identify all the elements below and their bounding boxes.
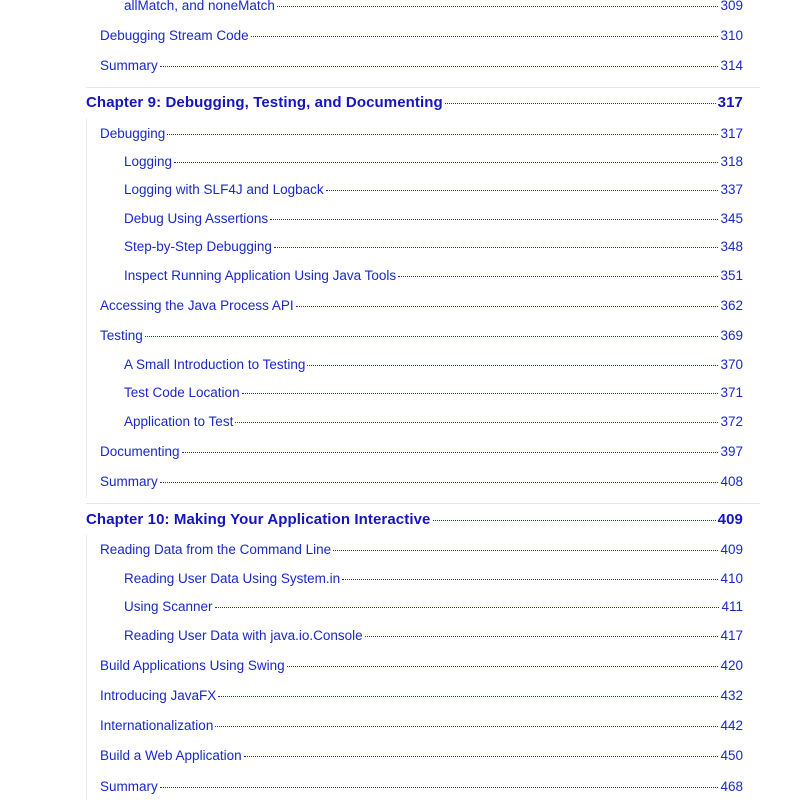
dot-leader bbox=[287, 666, 719, 667]
dot-leader bbox=[235, 422, 718, 423]
toc-entry-title: Debug Using Assertions bbox=[124, 211, 269, 226]
toc-entry-title: Testing bbox=[100, 328, 143, 343]
toc-entry-title: Build a Web Application bbox=[100, 748, 242, 763]
toc-chapter-10[interactable] bbox=[86, 511, 743, 531]
divider bbox=[86, 87, 760, 88]
toc-entry-page: 310 bbox=[720, 28, 743, 43]
toc-entry-title: Step-by-Step Debugging bbox=[124, 239, 272, 254]
toc-entry-reading-data-command-line[interactable] bbox=[100, 542, 743, 562]
toc-entry-page: 410 bbox=[720, 571, 743, 586]
toc-entry-title: Build Applications Using Swing bbox=[100, 658, 285, 673]
toc-entry-title: Summary bbox=[100, 474, 158, 489]
toc-entry-using-scanner[interactable] bbox=[124, 599, 743, 619]
toc-entry-title: Using Scanner bbox=[124, 599, 213, 614]
toc-entry-reading-system-in[interactable] bbox=[124, 571, 743, 591]
toc-entry-title: Internationalization bbox=[100, 718, 214, 733]
toc-entry-page: 317 bbox=[720, 126, 743, 141]
toc-entry-debug-using-assertions[interactable] bbox=[124, 211, 743, 231]
toc-entry-title: Application to Test bbox=[124, 414, 234, 429]
dot-leader bbox=[182, 452, 719, 453]
toc-entry-debugging-stream-code[interactable] bbox=[100, 28, 743, 48]
toc-entry-title: Summary bbox=[100, 779, 158, 794]
toc-entry-logging[interactable] bbox=[124, 154, 743, 174]
dot-leader bbox=[270, 219, 718, 220]
toc-entry-logging-slf4j-logback[interactable] bbox=[124, 182, 743, 202]
toc-entry-page: 442 bbox=[720, 718, 743, 733]
toc-entry-step-by-step-debugging[interactable] bbox=[124, 239, 743, 259]
toc-entry-summary[interactable] bbox=[100, 58, 743, 78]
toc-entry-page: 397 bbox=[720, 444, 743, 459]
toc-entry-page: 362 bbox=[720, 298, 743, 313]
dot-leader bbox=[167, 134, 718, 135]
toc-entry-page: 408 bbox=[720, 474, 743, 489]
dot-leader bbox=[342, 579, 718, 580]
toc-entry-summary[interactable] bbox=[100, 474, 743, 494]
dot-leader bbox=[398, 276, 718, 277]
toc-entry-page: 420 bbox=[720, 658, 743, 673]
toc-entry-page: 345 bbox=[720, 211, 743, 226]
toc-entry-page: 411 bbox=[721, 599, 743, 614]
toc-entry-page: 450 bbox=[720, 748, 743, 763]
dot-leader bbox=[215, 607, 720, 608]
toc-entry-title: allMatch, and noneMatch bbox=[124, 0, 275, 13]
toc-entry-title: Accessing the Java Process API bbox=[100, 298, 294, 313]
dot-leader bbox=[244, 756, 719, 757]
toc-entry-page: 314 bbox=[720, 58, 743, 73]
toc-entry-page: 432 bbox=[720, 688, 743, 703]
dot-leader bbox=[174, 162, 718, 163]
toc-entry-title: Reading Data from the Command Line bbox=[100, 542, 332, 557]
toc-entry-title: Test Code Location bbox=[124, 385, 240, 400]
divider bbox=[86, 503, 760, 504]
toc-entry-intro-to-testing[interactable] bbox=[124, 357, 743, 377]
toc-entry-title: Logging bbox=[124, 154, 173, 169]
toc-entry-title: Logging with SLF4J and Logback bbox=[124, 182, 324, 197]
divider bbox=[86, 535, 87, 800]
toc-entry-title: A Small Introduction to Testing bbox=[124, 357, 306, 372]
toc-entry-documenting[interactable] bbox=[100, 444, 743, 464]
toc-entry-page: 409 bbox=[720, 542, 743, 557]
toc-entry-build-web-application[interactable] bbox=[100, 748, 743, 768]
dot-leader bbox=[326, 190, 719, 191]
toc-chapter-title: Chapter 10: Making Your Application Interactive bbox=[86, 511, 431, 528]
toc-chapter-9[interactable] bbox=[86, 94, 743, 114]
toc-entry-title: Introducing JavaFX bbox=[100, 688, 217, 703]
toc-entry-page: 337 bbox=[720, 182, 743, 197]
toc-entry-page: 369 bbox=[720, 328, 743, 343]
toc-entry-page: 371 bbox=[720, 385, 743, 400]
dot-leader bbox=[145, 336, 719, 337]
toc-entry-summary[interactable] bbox=[100, 779, 743, 799]
toc-entry-internationalization[interactable] bbox=[100, 718, 743, 738]
toc-entry-testing[interactable] bbox=[100, 328, 743, 348]
dot-leader bbox=[160, 787, 719, 788]
toc-chapter-title: Chapter 9: Debugging, Testing, and Documenting bbox=[86, 94, 443, 111]
dot-leader bbox=[274, 247, 719, 248]
dot-leader bbox=[218, 696, 718, 697]
dot-leader bbox=[445, 103, 716, 104]
toc-entry-page: 318 bbox=[720, 154, 743, 169]
dot-leader bbox=[307, 365, 718, 366]
toc-entry-title: Reading User Data Using System.in bbox=[124, 571, 341, 586]
toc-entry-page: 351 bbox=[720, 268, 743, 283]
divider bbox=[86, 118, 87, 498]
dot-leader bbox=[277, 6, 719, 7]
toc-entry-page: 468 bbox=[720, 779, 743, 794]
toc-chapter-page: 409 bbox=[717, 511, 743, 528]
toc-entry-test-code-location[interactable] bbox=[124, 385, 743, 405]
dot-leader bbox=[433, 520, 716, 521]
toc-entry-java-process-api[interactable] bbox=[100, 298, 743, 318]
toc-entry-title: Inspect Running Application Using Java Tools bbox=[124, 268, 397, 283]
toc-entry-title: Debugging Stream Code bbox=[100, 28, 249, 43]
dot-leader bbox=[251, 36, 719, 37]
toc-entry-title: Reading User Data with java.io.Console bbox=[124, 628, 363, 643]
toc-entry-build-swing[interactable] bbox=[100, 658, 743, 678]
toc-entry-page: 417 bbox=[720, 628, 743, 643]
toc-entry-title: Summary bbox=[100, 58, 158, 73]
toc-entry-debugging[interactable] bbox=[100, 126, 743, 146]
toc-entry-page: 309 bbox=[720, 0, 743, 13]
dot-leader bbox=[333, 550, 718, 551]
toc-entry-page: 348 bbox=[720, 239, 743, 254]
toc-entry-application-to-test[interactable] bbox=[124, 414, 743, 434]
dot-leader bbox=[242, 393, 719, 394]
dot-leader bbox=[365, 636, 719, 637]
toc-entry-reading-java-io-console[interactable] bbox=[124, 628, 743, 648]
toc-chapter-page: 317 bbox=[717, 94, 743, 111]
toc-entry-page: 372 bbox=[720, 414, 743, 429]
dot-leader bbox=[160, 66, 719, 67]
toc-entry-page: 370 bbox=[720, 357, 743, 372]
toc-entry-title: Documenting bbox=[100, 444, 180, 459]
dot-leader bbox=[160, 482, 719, 483]
toc-entry-allmatch-nonematch[interactable] bbox=[124, 0, 743, 18]
toc-entry-title: Debugging bbox=[100, 126, 166, 141]
dot-leader bbox=[296, 306, 719, 307]
toc-entry-inspect-running-application[interactable] bbox=[124, 268, 743, 288]
toc-entry-introducing-javafx[interactable] bbox=[100, 688, 743, 708]
dot-leader bbox=[215, 726, 718, 727]
